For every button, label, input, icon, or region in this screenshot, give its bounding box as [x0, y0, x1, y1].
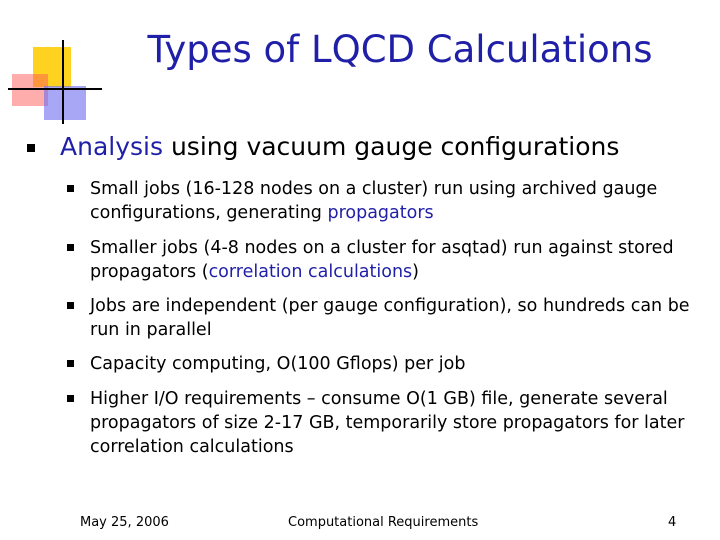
- decor-horizontal-line: [8, 88, 102, 90]
- footer-title: Computational Requirements: [288, 515, 479, 530]
- slide-title: Types of LQCD Calculations: [147, 28, 653, 71]
- main-bullet-text: [60, 130, 619, 164]
- square-bullet-icon: [27, 144, 35, 152]
- square-bullet-icon: [67, 302, 74, 309]
- main-bullet-rest: using vacuum gauge configurations: [163, 132, 620, 161]
- decor-vertical-line: [62, 40, 64, 124]
- square-bullet-icon: [67, 185, 74, 192]
- decor-blue-square: [44, 86, 86, 120]
- sub-bullet-text: Jobs are independent (per gauge configuration), so hundreds can be run in parallel: [90, 296, 690, 340]
- analysis-highlight: Analysis: [60, 132, 164, 161]
- sub-bullet-text: Small jobs (16-128 nodes on a cluster) run using archived gauge configurations, generating propagators: [90, 179, 658, 223]
- sub-bullet-text: Capacity computing, O(100 Gflops) per job: [90, 354, 466, 374]
- sub-bullet-text: Higher I/O requirements – consume O(1 GB) file, generate several propagators of size 2-17 GB, temporarily store propagators for later correlation calculations: [90, 389, 685, 457]
- page-number: 4: [668, 515, 677, 530]
- square-bullet-icon: [67, 244, 74, 251]
- decor-red-square: [12, 74, 48, 106]
- footer-date: May 25, 2006: [80, 515, 169, 530]
- square-bullet-icon: [67, 395, 74, 402]
- square-bullet-icon: [67, 360, 74, 367]
- sub-bullet-text: Smaller jobs (4-8 nodes on a cluster for asqtad) run against stored propagators (correlation calculations): [90, 238, 674, 282]
